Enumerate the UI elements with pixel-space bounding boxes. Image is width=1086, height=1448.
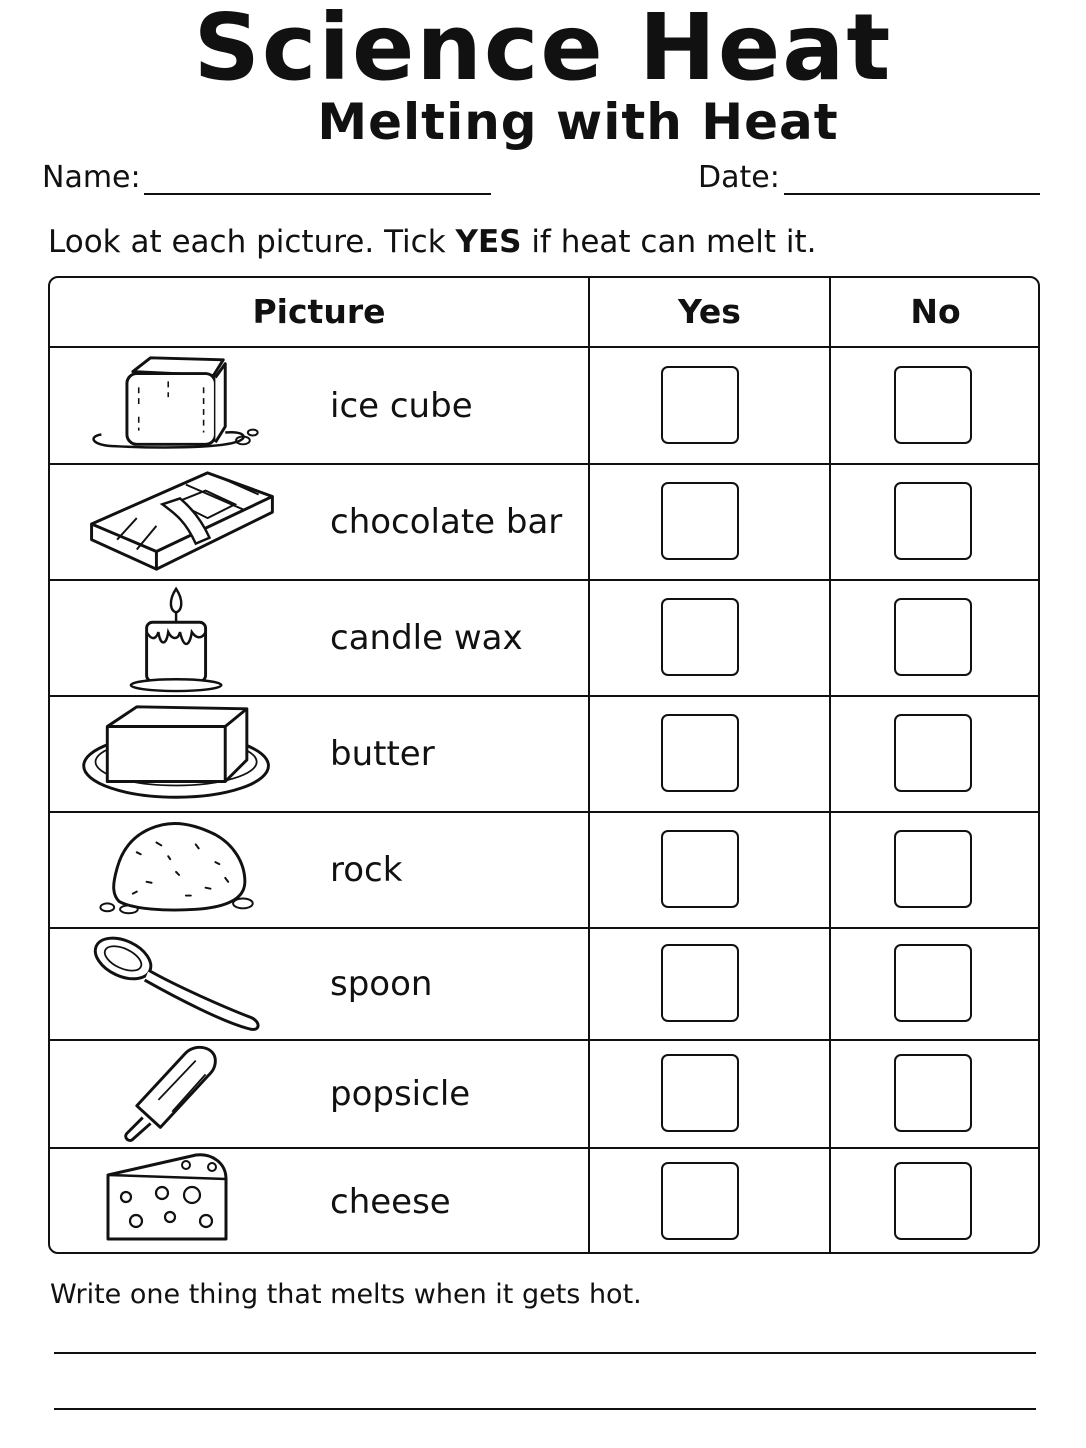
header-yes: Yes bbox=[678, 292, 741, 331]
header-no: No bbox=[910, 292, 961, 331]
yes-checkbox[interactable] bbox=[661, 598, 739, 676]
table-row bbox=[50, 581, 1038, 697]
name-field[interactable] bbox=[144, 193, 491, 195]
yes-checkbox[interactable] bbox=[661, 366, 739, 444]
writing-prompt: Write one thing that melts when it gets hot. bbox=[50, 1279, 642, 1310]
rock-icon bbox=[76, 813, 286, 927]
item-label: chocolate bar bbox=[330, 502, 563, 542]
no-checkbox[interactable] bbox=[894, 366, 972, 444]
table-row bbox=[50, 348, 1038, 465]
cheese-icon bbox=[76, 1149, 286, 1254]
item-label: cheese bbox=[330, 1181, 451, 1222]
yes-checkbox[interactable] bbox=[661, 1162, 739, 1240]
date-field[interactable] bbox=[784, 193, 1040, 195]
spoon-icon bbox=[76, 929, 286, 1039]
table-row bbox=[50, 465, 1038, 581]
no-checkbox[interactable] bbox=[894, 598, 972, 676]
no-checkbox[interactable] bbox=[894, 830, 972, 908]
item-label: rock bbox=[330, 850, 403, 890]
candle-icon bbox=[76, 581, 286, 695]
item-label: popsicle bbox=[330, 1074, 471, 1114]
table-row bbox=[50, 813, 1038, 929]
instruction-text: Look at each picture. Tick YES if heat can melt it. bbox=[48, 224, 817, 260]
no-checkbox[interactable] bbox=[894, 944, 972, 1022]
table-row bbox=[50, 697, 1038, 813]
item-label: spoon bbox=[330, 964, 433, 1004]
ice-cube-icon bbox=[76, 348, 286, 463]
item-label: candle wax bbox=[330, 618, 523, 658]
no-checkbox[interactable] bbox=[894, 1054, 972, 1132]
no-checkbox[interactable] bbox=[894, 482, 972, 560]
header-picture: Picture bbox=[252, 292, 386, 331]
yes-checkbox[interactable] bbox=[661, 714, 739, 792]
chocolate-bar-icon bbox=[76, 465, 286, 579]
popsicle-icon bbox=[76, 1041, 286, 1147]
name-label: Name: bbox=[42, 160, 141, 195]
yes-checkbox[interactable] bbox=[661, 1054, 739, 1132]
yes-checkbox[interactable] bbox=[661, 944, 739, 1022]
answer-line[interactable] bbox=[54, 1408, 1036, 1410]
table-row bbox=[50, 929, 1038, 1041]
butter-icon bbox=[76, 697, 286, 811]
instruction-emphasis: YES bbox=[455, 224, 522, 260]
no-checkbox[interactable] bbox=[894, 1162, 972, 1240]
page-title: Science Heat bbox=[193, 0, 893, 101]
answer-line[interactable] bbox=[54, 1352, 1036, 1354]
date-label: Date: bbox=[698, 160, 780, 195]
item-label: butter bbox=[330, 734, 435, 774]
no-checkbox[interactable] bbox=[894, 714, 972, 792]
page-subtitle: Melting with Heat bbox=[317, 93, 839, 151]
item-label: ice cube bbox=[330, 385, 473, 426]
table-row bbox=[50, 1041, 1038, 1149]
melting-table bbox=[48, 276, 1040, 1254]
table-header bbox=[50, 278, 1038, 348]
yes-checkbox[interactable] bbox=[661, 482, 739, 560]
yes-checkbox[interactable] bbox=[661, 830, 739, 908]
table-row bbox=[50, 1149, 1038, 1254]
